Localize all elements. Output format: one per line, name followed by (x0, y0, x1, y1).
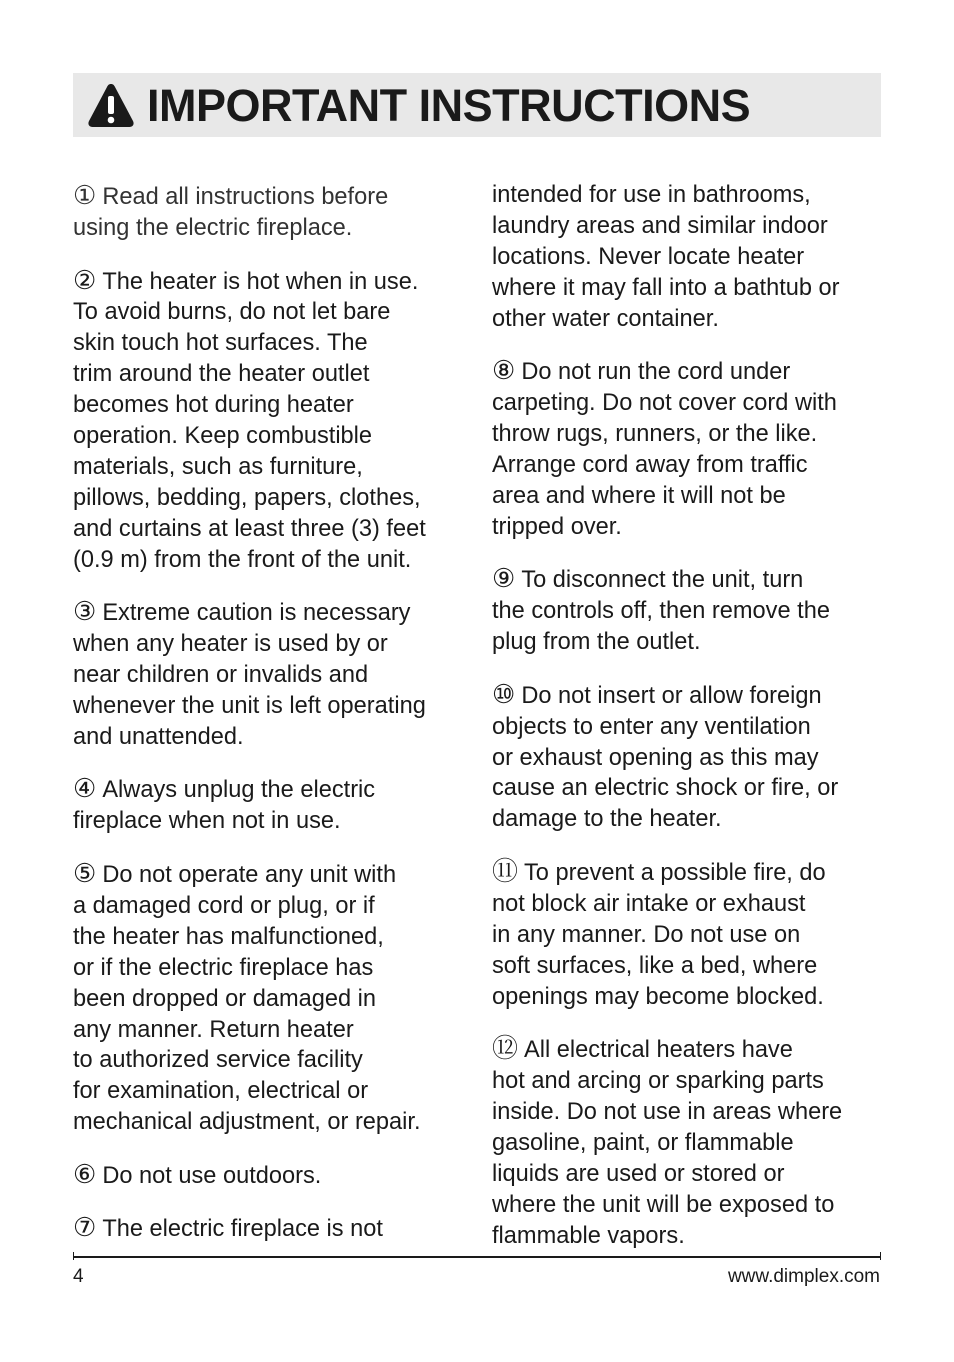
instruction-item (492, 856, 892, 1013)
item-text: To prevent a possible fire, do not block air intake or exhaust in any manner. Do not use on soft surfaces, like a bed, where openings may become blocked. (492, 859, 826, 1010)
item-text: Read all instructions before using the electric fireplace. (73, 184, 389, 241)
right-column (492, 180, 892, 1272)
item-number: ③ (73, 596, 97, 627)
instruction-item (492, 1033, 892, 1251)
item-number: ⑧ (492, 355, 516, 386)
instruction-item (73, 596, 473, 753)
instruction-item (73, 265, 473, 576)
item-text: Always unplug the electric fireplace when not in use. (73, 777, 376, 835)
item-text: Do not operate any unit with a damaged cord or plug, or if the heater has malfunctioned, or if the electric fireplace has been dropped or damaged in any manner. Return heater to authorized service facility for examination, electrical or mechanical adjustment, or repair. (73, 861, 421, 1136)
instruction-item (73, 1212, 473, 1245)
item-number: ⑪ (492, 855, 519, 886)
item-number: ⑨ (492, 563, 516, 594)
instruction-item (73, 1159, 473, 1192)
item-number: ⑩ (492, 678, 516, 709)
item-number: ⑫ (492, 1033, 519, 1064)
item-number: ⑤ (73, 857, 97, 888)
footer-divider-tick-left (73, 1252, 74, 1260)
page-title: IMPORTANT INSTRUCTIONS (147, 79, 751, 131)
website-link[interactable]: www.dimplex.com (727, 1266, 880, 1287)
item-number: ④ (73, 773, 97, 804)
item-text: Do not use outdoors. (102, 1162, 322, 1189)
instruction-item-continued (492, 180, 892, 335)
item-text: The electric fireplace is not (102, 1216, 383, 1243)
item-number: ⑥ (73, 1158, 97, 1189)
instruction-item (492, 563, 892, 658)
page-number: 4 (73, 1266, 84, 1287)
instruction-item (492, 679, 892, 836)
item-text: All electrical heaters have hot and arcing or sparking parts inside. Do not use in areas where gasoline, paint, or flammable liquids are used or stored or where the unit will be exposed to flammable vapors. (492, 1037, 843, 1249)
left-column (73, 180, 473, 1266)
item-text: Do not insert or allow foreign objects to enter any ventilation or exhaust opening as this may cause an electric shock or fire, or damage to the heater. (492, 682, 839, 833)
item-text: intended for use in bathrooms, laundry areas and similar indoor locations. Never locate heater where it may fall into a bathtub or other water container. (492, 182, 840, 332)
header-banner (73, 73, 881, 137)
item-number: ② (73, 264, 97, 295)
instruction-item (492, 355, 892, 542)
warning-triangle-icon (87, 81, 135, 129)
instruction-item (73, 180, 473, 244)
item-number: ① (73, 180, 97, 210)
instruction-item (73, 773, 473, 837)
footer-divider (73, 1256, 881, 1258)
item-number: ⑦ (73, 1212, 97, 1243)
item-text: The heater is hot when in use. To avoid burns, do not let bare skin touch hot surfaces. The trim around the heater outlet becomes hot during heater operation. Keep combustible materials, such as furniture, pillows, bedding, papers, clothes, and curtains at least three (3) feet (0.9 m) from the front of the unit. (73, 268, 426, 573)
footer-divider-tick-right (880, 1252, 881, 1260)
instruction-item (73, 858, 473, 1138)
item-text: Do not run the cord under carpeting. Do not cover cord with throw rugs, runners, or the like. Arrange cord away from traffic area and where it will not be tripped over. (492, 359, 837, 540)
item-text: Extreme caution is necessary when any heater is used by or near children or invalids and whenever the unit is left operating and unattended. (73, 600, 426, 750)
item-text: To disconnect the unit, turn the controls off, then remove the plug from the outlet. (492, 567, 830, 656)
